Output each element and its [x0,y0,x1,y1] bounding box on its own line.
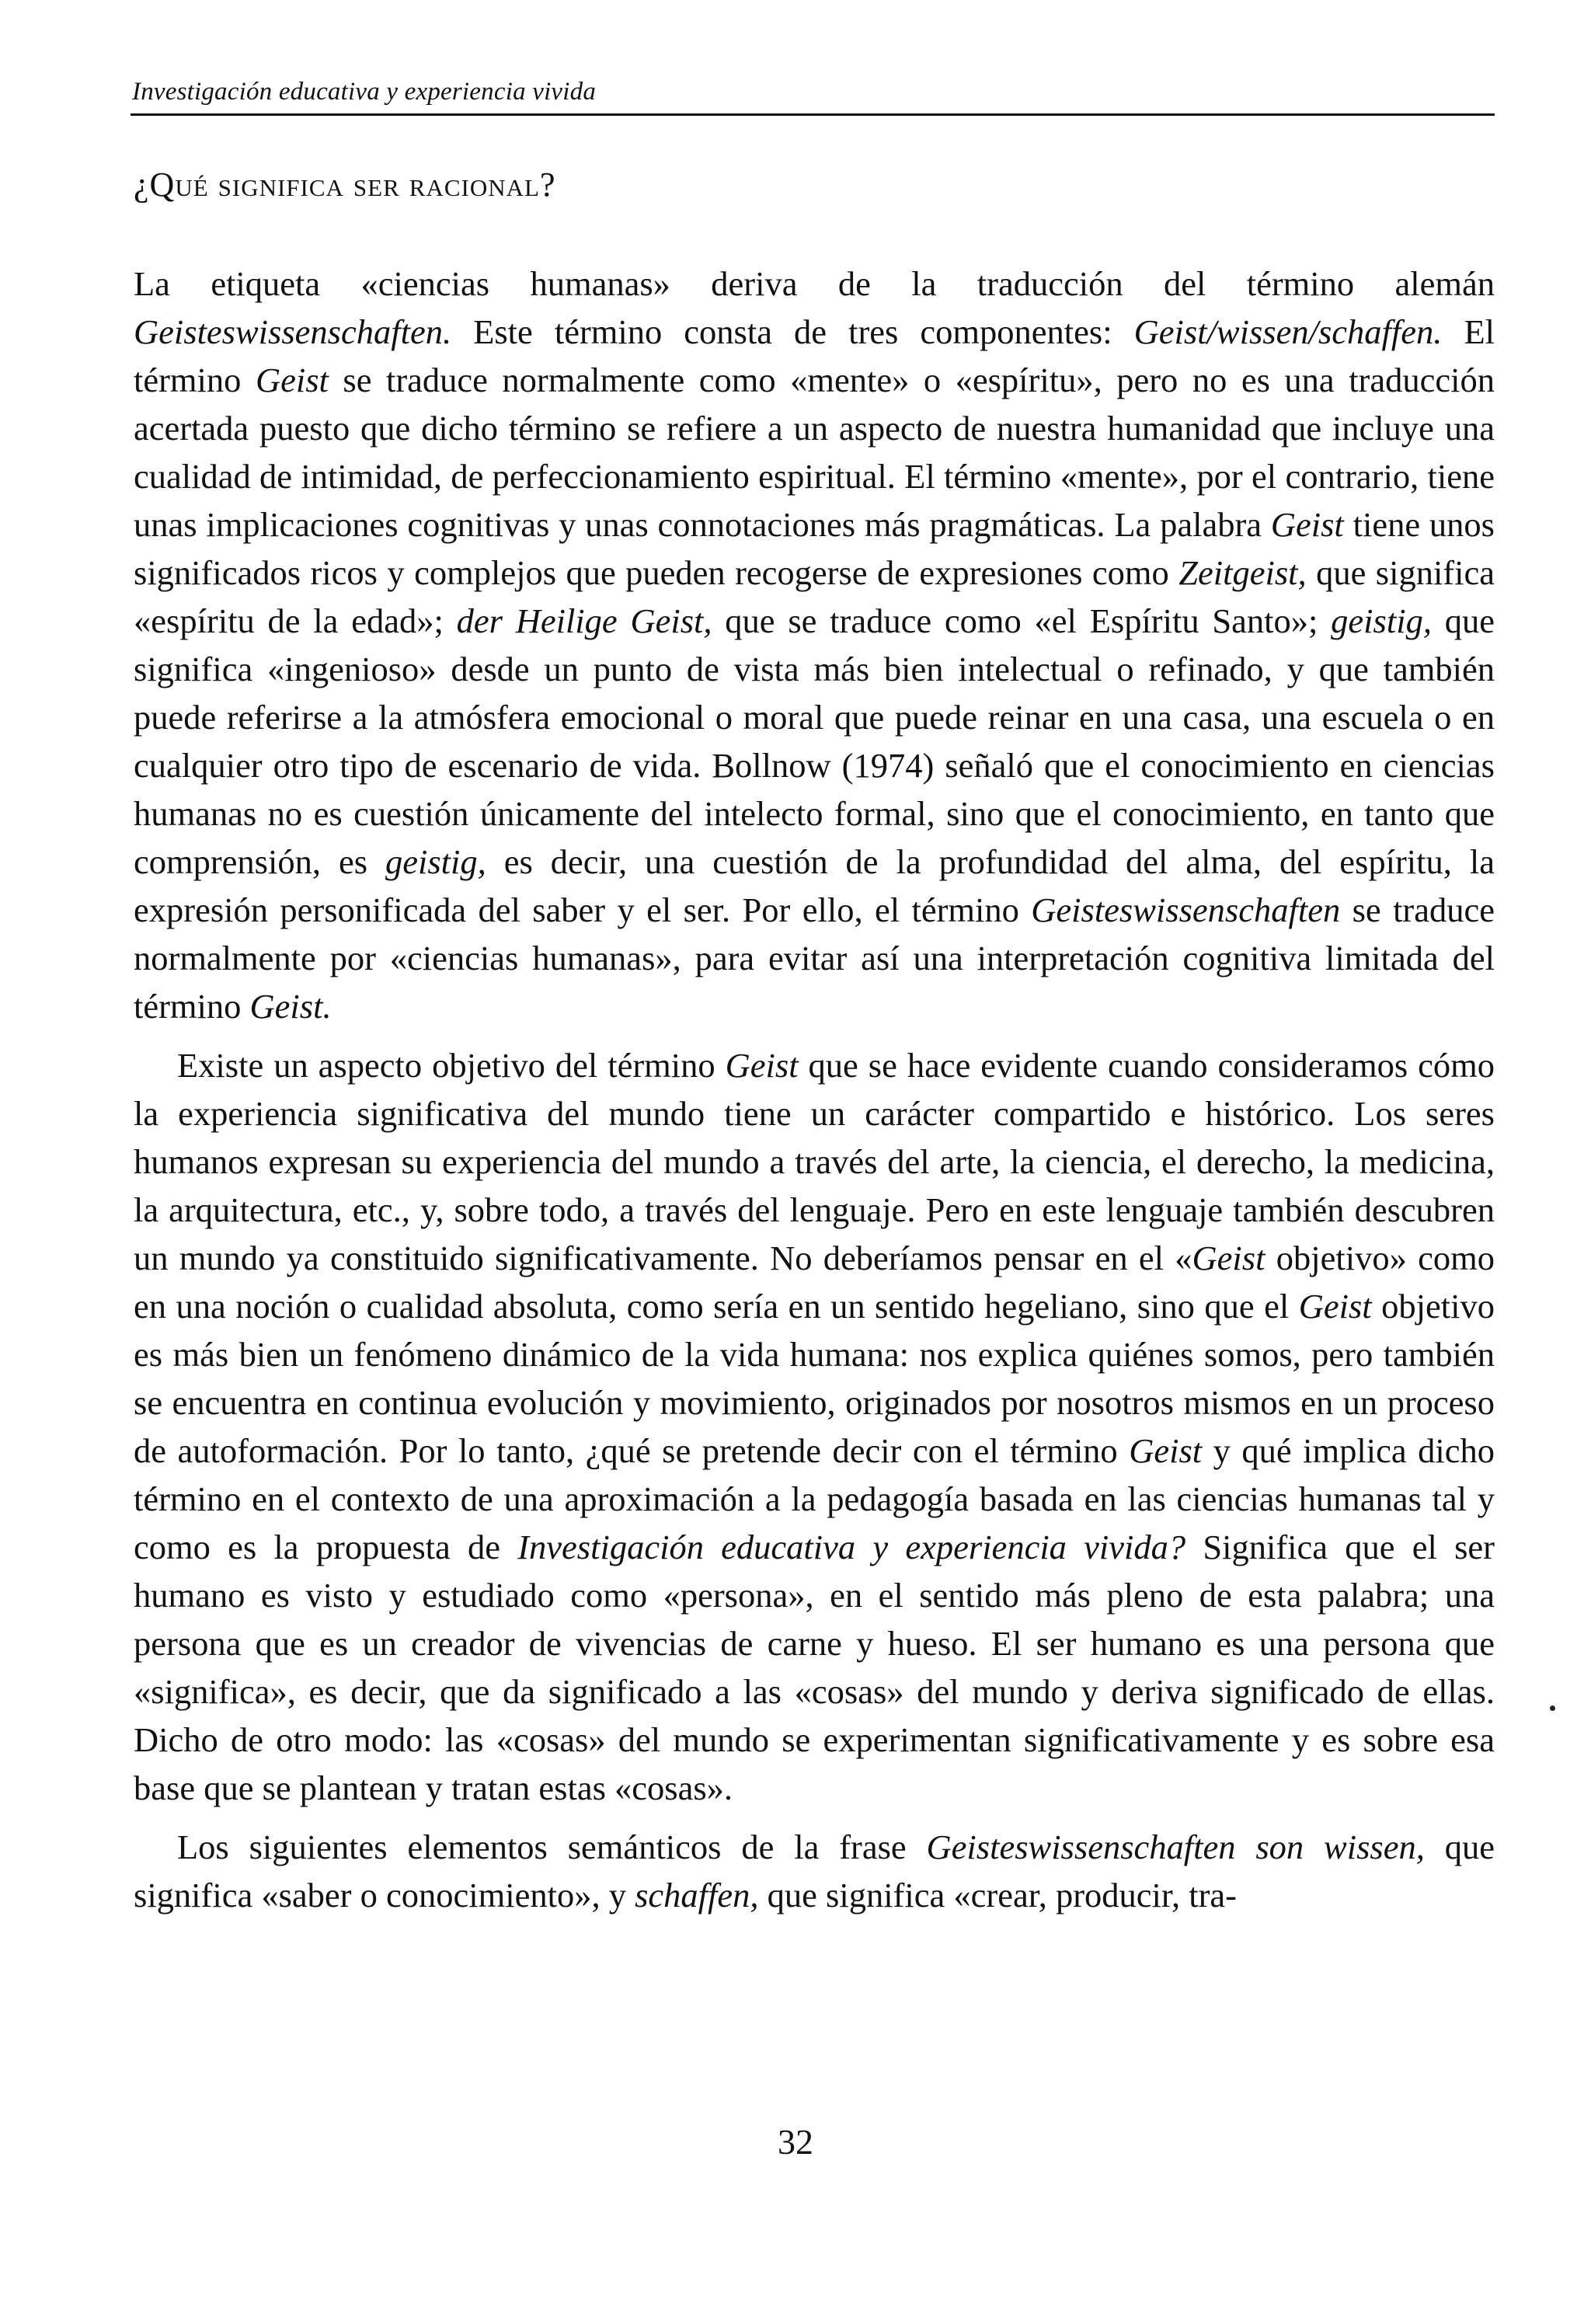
p1-s8: Geist [1270,505,1344,544]
paragraph-1 [134,260,1495,1030]
p2-s6: Geist [1298,1287,1372,1326]
p1-s16: geistig, [385,842,486,881]
p1-s9: tiene unos significados ricos y complejos que pueden recogerse de expresiones como [134,505,1495,592]
p2-s7: objetivo es más bien un fenómeno dinámico de la vida humana: nos explica quiénes somos, pero también se encuentra en continua evolución y movimiento, originados por nosotros mismos en un proceso de autoformación. Por lo tanto, ¿qué se pretende decir con el término [134,1287,1495,1470]
p2-s2: Geist [725,1046,799,1085]
p1-s11: que significa «espíritu de la edad»; [134,553,1495,640]
p3-s4: schaffen, [635,1876,759,1915]
scan-speck [1550,1706,1555,1711]
p2-s1: Existe un aspecto objetivo del término [177,1046,726,1085]
p2-s9: y qué implica dicho término en el contexto de una aproximación a la pedagogía basada en las ciencias humanas tal y como es la propuesta de [134,1431,1495,1566]
p3-s2: Geisteswissenschaften son wissen, [926,1827,1425,1866]
body-text [134,260,1495,1930]
section-title-rest: ué significa ser racional? [175,166,556,204]
p1-s10: Zeitgeist, [1178,553,1307,592]
p1-s13: que se traduce como «el Espíritu Santo»; [712,601,1332,640]
p3-s1: Los siguientes elementos semánticos de la frase [177,1827,927,1866]
p3-s5: que significa «crear, producir, tra- [758,1876,1237,1915]
header-rule [131,113,1495,116]
p1-s20: Geist. [249,987,332,1026]
section-title-lead: ¿Q [134,166,176,204]
p2-s11: Significa que el ser humano es visto y estudiado como «persona», en el sentido más pleno de esta palabra; una persona que es un creador de vivencias de carne y hueso. El ser humano es una persona que «significa», es decir, que da significado a las «cosas» del mundo y deriva significado de ellas. Dicho de otro modo: las «cosas» del mundo se experimentan significativamente y es sobre esa base que se plantean y tratan estas «cosas». [134,1528,1495,1807]
p1-s14: geistig, [1331,601,1432,640]
section-title [134,165,555,204]
p1-s1: La etiqueta «ciencias humanas» deriva de la traducción del término alemán [134,264,1495,303]
p1-s18: Geisteswissenschaften [1031,890,1341,929]
p1-s12: der Heilige Geist, [456,601,712,640]
p1-s3: Este término consta de tres componentes: [451,312,1134,351]
p1-s4: Geist/wissen/schaffen. [1133,312,1443,351]
p1-s19: se traduce normalmente por «ciencias humanas», para evitar así una interpretación cognitiva limitada del término [134,890,1495,1026]
paragraph-2 [134,1041,1495,1812]
running-header: Investigación educativa y experiencia vivida [132,78,597,106]
p1-s17: es decir, una cuestión de la profundidad del alma, del espíritu, la expresión personificada del saber y el ser. Por ello, el término [134,842,1495,929]
p1-s6: Geist [255,361,329,399]
p2-s5: objetivo» como en una noción o cualidad absoluta, como sería en un sentido hegeliano, sino que el [134,1239,1495,1326]
p3-s3: que significa «saber o conocimiento», y [134,1827,1495,1915]
p1-s2: Geisteswissenschaften. [134,312,452,351]
p2-s4: Geist [1192,1239,1265,1277]
paragraph-3 [134,1823,1495,1919]
p1-s5: El término [134,312,1495,399]
page-number: 32 [778,2122,813,2162]
p2-s3: que se hace evidente cuando consideramos cómo la experiencia significativa del mundo tiene un carácter compartido e histórico. Los seres humanos expresan su experiencia del mundo a través del arte, la ciencia, el derecho, la medicina, la arquitectura, etc., y, sobre todo, a través del lenguaje. Pero en este lenguaje también descubren un mundo ya constituido significativamente. No deberíamos pensar en el « [134,1046,1495,1277]
p2-s10: Investigación educativa y experiencia vivida? [517,1528,1186,1566]
p1-s7: se traduce normalmente como «mente» o «espíritu», pero no es una traducción acertada puesto que dicho término se refiere a un aspecto de nuestra humanidad que incluye una cualidad de intimidad, de perfeccionamiento espiritual. El término «mente», por el contrario, tiene unas implicaciones cognitivas y unas connotaciones más pragmáticas. La palabra [134,361,1495,544]
p2-s8: Geist [1129,1431,1203,1470]
p1-s15: que significa «ingenioso» desde un punto de vista más bien intelectual o refinado, y que también puede referirse a la atmósfera emocional o moral que puede reinar en una casa, una escuela o en cualquier otro tipo de escenario de vida. Bollnow (1974) señaló que el conocimiento en ciencias humanas no es cuestión únicamente del intelecto formal, sino que el conocimiento, en tanto que comprensión, es [134,601,1495,881]
